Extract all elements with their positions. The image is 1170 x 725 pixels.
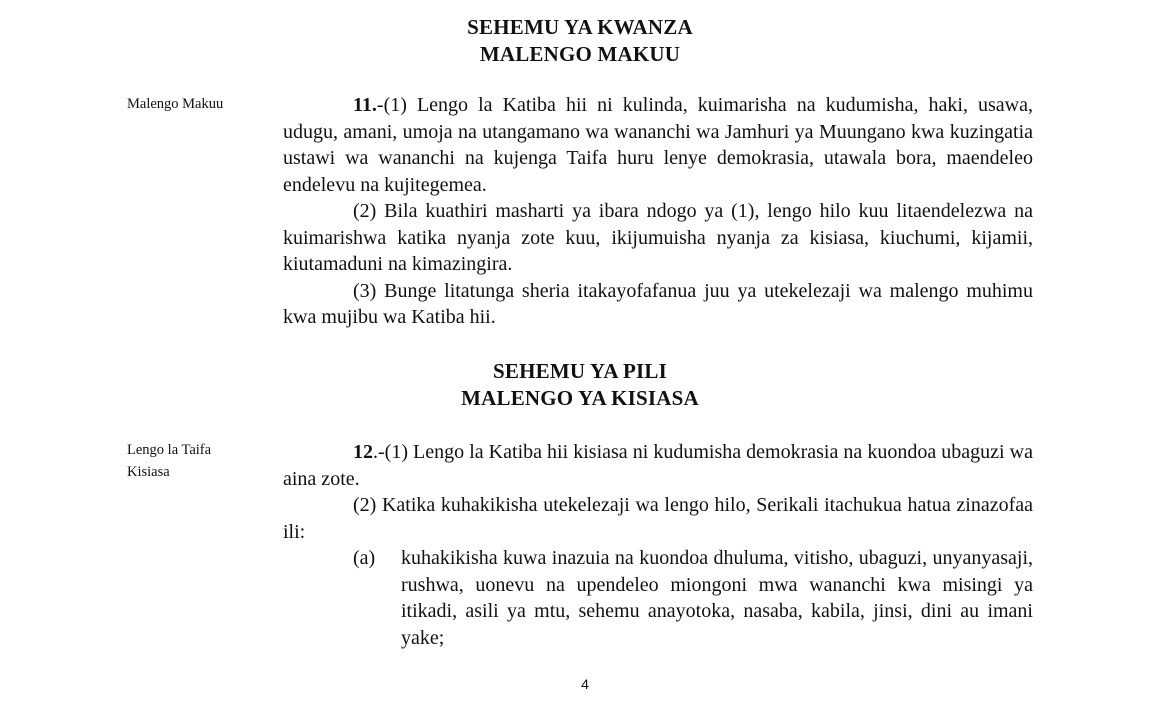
article-11-clause-1 — [283, 92, 1033, 198]
article-12-clause-2: (2) Katika kuhakikisha utekelezaji wa lengo hilo, Serikali itachukua hatua zinazofaa ili: — [283, 494, 1033, 543]
part2-heading-line2: MALENGO YA KISIASA — [461, 386, 699, 410]
article-11 — [283, 92, 1033, 331]
margin-note-lengo-la-taifa-kisiasa — [127, 439, 267, 483]
article-12-clause-1-text: .-(1) Lengo la Katiba hii kisiasa ni kudumisha demokrasia na kuondoa ubaguzi wa aina zote. — [283, 441, 1033, 490]
part1-heading — [0, 14, 1160, 68]
margin-note-malengo-makuu: Malengo Makuu — [127, 96, 224, 112]
article-11-clause-2: (2) Bila kuathiri masharti ya ibara ndogo ya (1), lengo hilo kuu litaendelezwa na kuimarishwa katika nyanja zote kuu, ikijumuisha nyanja za kisiasa, kiuchumi, kijamii, kiutamaduni na kimazingira. — [283, 200, 1033, 275]
article-11-clause-3: (3) Bunge litatunga sheria itakayofafanua juu ya utekelezaji wa malengo muhimu kwa mujibu wa Katiba hii. — [283, 279, 1033, 328]
part2-heading-line1: SEHEMU YA PILI — [493, 359, 667, 383]
margin-note-line2: Kisiasa — [127, 464, 170, 480]
part1-heading-line2: MALENGO MAKUU — [479, 42, 681, 66]
item-a-text: kuhakikisha kuwa inazuia na kuondoa dhuluma, vitisho, ubaguzi, unyanyasaji, rushwa, uonevu na upendeleo miongoni mwa wananchi kwa misingi ya itikadi, asili ya mtu, sehemu anayotoka, nasaba, kabila, jinsi, dini au imani yake; — [401, 547, 1033, 649]
article-11-clause-1-text: -(1) Lengo la Katiba hii ni kulinda, kuimarisha na kudumisha, haki, usawa, udugu, amani, umoja na utangamano wa wananchi wa Jamhuri ya Muungano kwa kuzingatia ustawi wa wananchi na kujenga Taifa huru lenye demokrasia, utawala bora, maendeleo endelevu na kujitegemea. — [283, 94, 1033, 196]
margin-note-line1: Lengo la Taifa — [127, 442, 212, 458]
article-11-number: 11. — [353, 94, 377, 116]
item-a-label: (a) — [353, 547, 376, 569]
article-12 — [283, 439, 1033, 651]
part2-heading — [0, 358, 1160, 412]
part1-heading-line1: SEHEMU YA KWANZA — [467, 15, 693, 39]
article-12-clause-1 — [283, 439, 1033, 492]
article-12-number: 12 — [353, 441, 373, 463]
article-12-item-a — [283, 545, 1033, 651]
page-number: 4 — [581, 676, 589, 692]
